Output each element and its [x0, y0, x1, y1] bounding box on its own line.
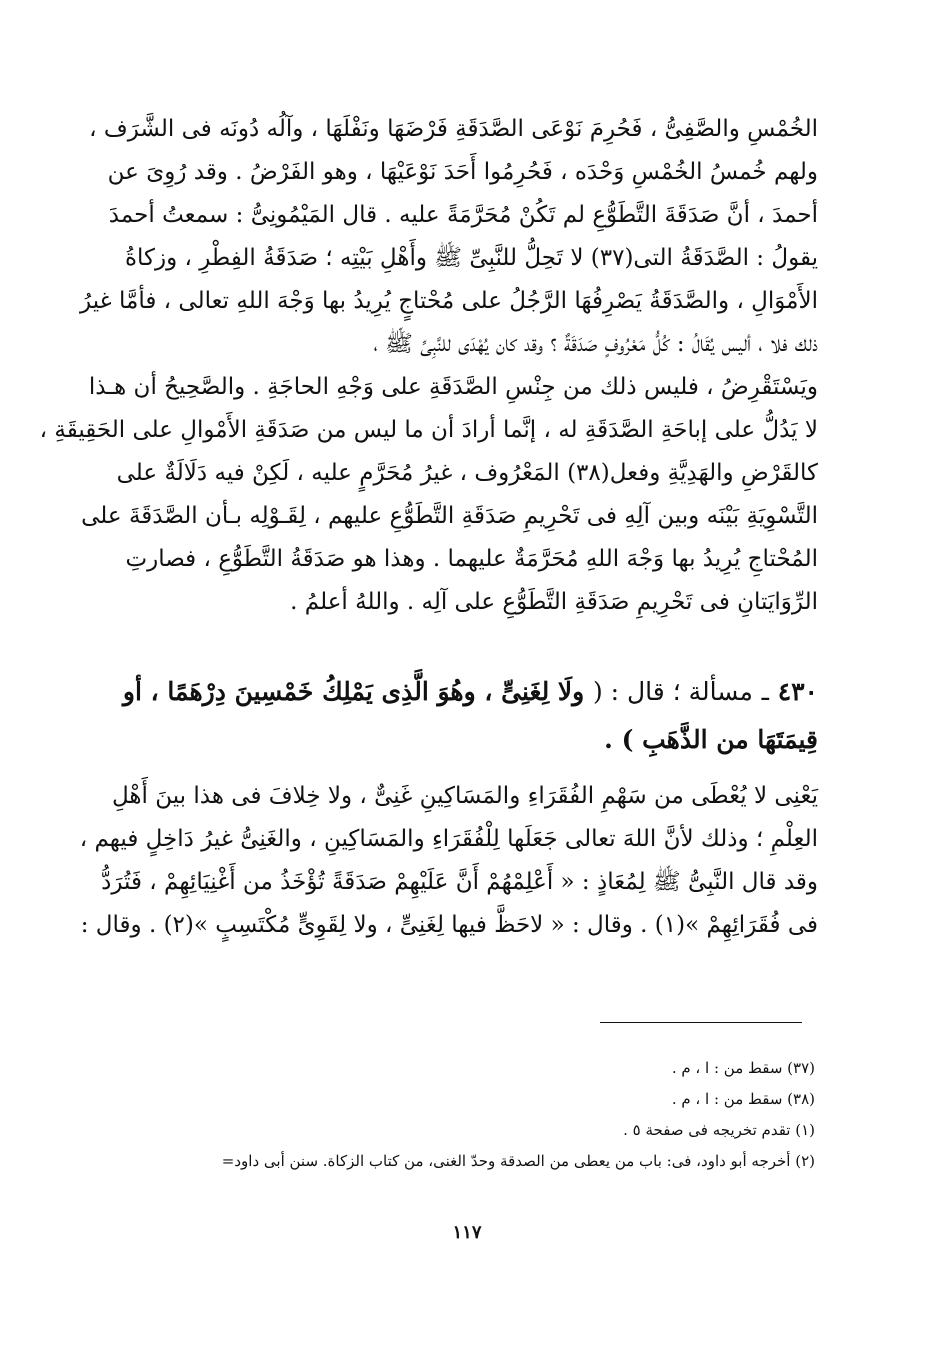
masala-dash: ـ: [761, 677, 769, 706]
footnotes: [100, 1053, 815, 1177]
text-line: لا يَدُلُّ على إباحَةِ الصَّدَقَةِ له ، إنَّما أرادَ أن ما ليس من صَدَقَةِ الأَمْوالِ على الحَقِيقَةِ ،: [39, 417, 818, 443]
main-paragraph: [39, 108, 818, 624]
text-line: يَعْنِى لا يُعْطَى من سَهْمِ الفُقَرَاءِ والمَسَاكِينِ غَنِىٌّ ، ولا خِلافَ فى هذا بينَ أَهْلِ: [111, 783, 818, 809]
masala-label: مسألة ؛ قال : (: [592, 677, 753, 706]
masala-line-2: [118, 716, 818, 764]
text-line: ويَسْتَقْرِضُ ، فليس ذلك من جِنْسِ الصَّدَقَةِ على وَجْهِ الحاجَةِ . والصَّحِيحُ أن هـذا: [88, 374, 818, 400]
text-line: المُحْتاجِ يُرِيدُ بها وَجْهَ اللهِ مُحَرَّمَةٌ عليهما . وهذا هو صَدَقَةُ التَّطَوُّعِ ، فصارتِ: [125, 546, 818, 572]
masala-number: ٤٣٠: [777, 677, 818, 706]
masala-heading: [118, 668, 818, 764]
footnote: (٣٨) سقط من : ا ، م .: [671, 1090, 815, 1108]
text-line: وقد قال النَّبِىُّ ﷺ لِمُعَاذٍ : « أَعْلِمْهُمْ أَنَّ عَلَيْهِمْ صَدَقَةً تُؤْخَذُ من أَغْنِيَائِهِمْ ، فَتُرَدُّ: [101, 869, 818, 895]
masala-text: ولَا لِغَنِىٍّ ، وهُوَ الَّذِى يَمْلِكُ خَمْسِينَ دِرْهَمًا ، أو: [122, 677, 585, 706]
text-line: أحمدَ ، أنَّ صَدَقَةَ التَّطَوُّعِ لم تَكُنْ مُحَرَّمَةً عليه . قال المَيْمُونِىُّ : سمعتُ أحمدَ: [108, 202, 818, 228]
text-line: العِلْمِ ؛ وذلك لأنَّ اللهَ تعالى جَعَلَها لِلْفُقَرَاءِ والمَسَاكِينِ ، والغَنِىُّ غيرُ دَاخِلٍ فيهم ،: [79, 826, 818, 852]
second-paragraph: [79, 775, 818, 947]
text-line: الرِّوَايَتانِ فى تَحْرِيمِ صَدَقَةِ التَّطَوُّعِ على آلِه . واللهُ أعلمُ .: [290, 589, 818, 615]
masala-line-1: [118, 668, 818, 716]
text-line: الخُمْسِ والصَّفِىُّ ، فَحُرِمَ نَوْعَى الصَّدَقَةِ فَرْضَهَا ونَفْلَهَا ، وآلُه دُونَه فى الشَّرَف ،: [89, 116, 818, 142]
footnote: (٢) أخرجه أبو داود، فى: باب من يعطى من الصدقة وحدّ الغنى، من كتاب الزكاة. سنن أبى داود=: [221, 1152, 815, 1170]
footnote: (١) تقدم تخريجه فى صفحة ٥ .: [623, 1121, 815, 1139]
text-line: ولهم خُمسُ الخُمْسِ وَحْدَه ، فَحُرِمُوا أَحَدَ نَوْعَيْهَا ، وهو الفَرْضُ . وقد رُوِىَ عن: [107, 159, 818, 185]
text-line: يقولُ : الصَّدَقَةُ التى(٣٧) لا تَحِلُّ للنَّبِىِّ ﷺ وأَهْلِ بَيْتِه ؛ صَدَقَةُ الفِطْرِ ، وزكاةُ: [124, 245, 818, 271]
text-line: كالقَرْضِ والهَدِيَّةِ وفعل(٣٨) المَعْرُوف ، غيرُ مُحَرَّمٍ عليه ، لَكِنْ فيه دَلَالَةٌ على: [116, 460, 818, 486]
page-number: ١١٧: [452, 1222, 482, 1243]
footnote-divider: [600, 1022, 802, 1023]
text-line: التَّسْوِيَةِ بَيْنَه وبين آلِهِ فى تَحْرِيمِ صَدَقَةِ التَّطَوُّعِ عليهم ، لِقَـوْلِه بـأن الصَّدَقَةَ على: [81, 503, 818, 529]
masala-text: قِيمَتَهَا من الذَّهَبِ ) .: [604, 725, 818, 754]
text-line: الأَمْوَالِ ، والصَّدَقَةُ يَصْرِفُهَا الرَّجُلُ على مُحْتاجٍ يُرِيدُ بها وَجْهَ اللهِ تعالى ، فأمَّا غيرُ: [80, 288, 818, 314]
text-line: ذلك فلا ، أليس يُقَالُ : كُلُّ مَعْرُوفٍ صَدَقَةٌ ؟ وقد كان يُهْدَى للنَّبِىِّ ﷺ ،: [373, 331, 818, 357]
text-line: فى فُقَرَائِهِمْ »(١) . وقال : « لاحَظَّ فيها لِغَنِىٍّ ، ولا لِقَوِىٍّ مُكْتَسِبٍ »(٢) . وقال :: [80, 912, 818, 938]
footnote: (٣٧) سقط من : ا ، م .: [671, 1059, 815, 1077]
